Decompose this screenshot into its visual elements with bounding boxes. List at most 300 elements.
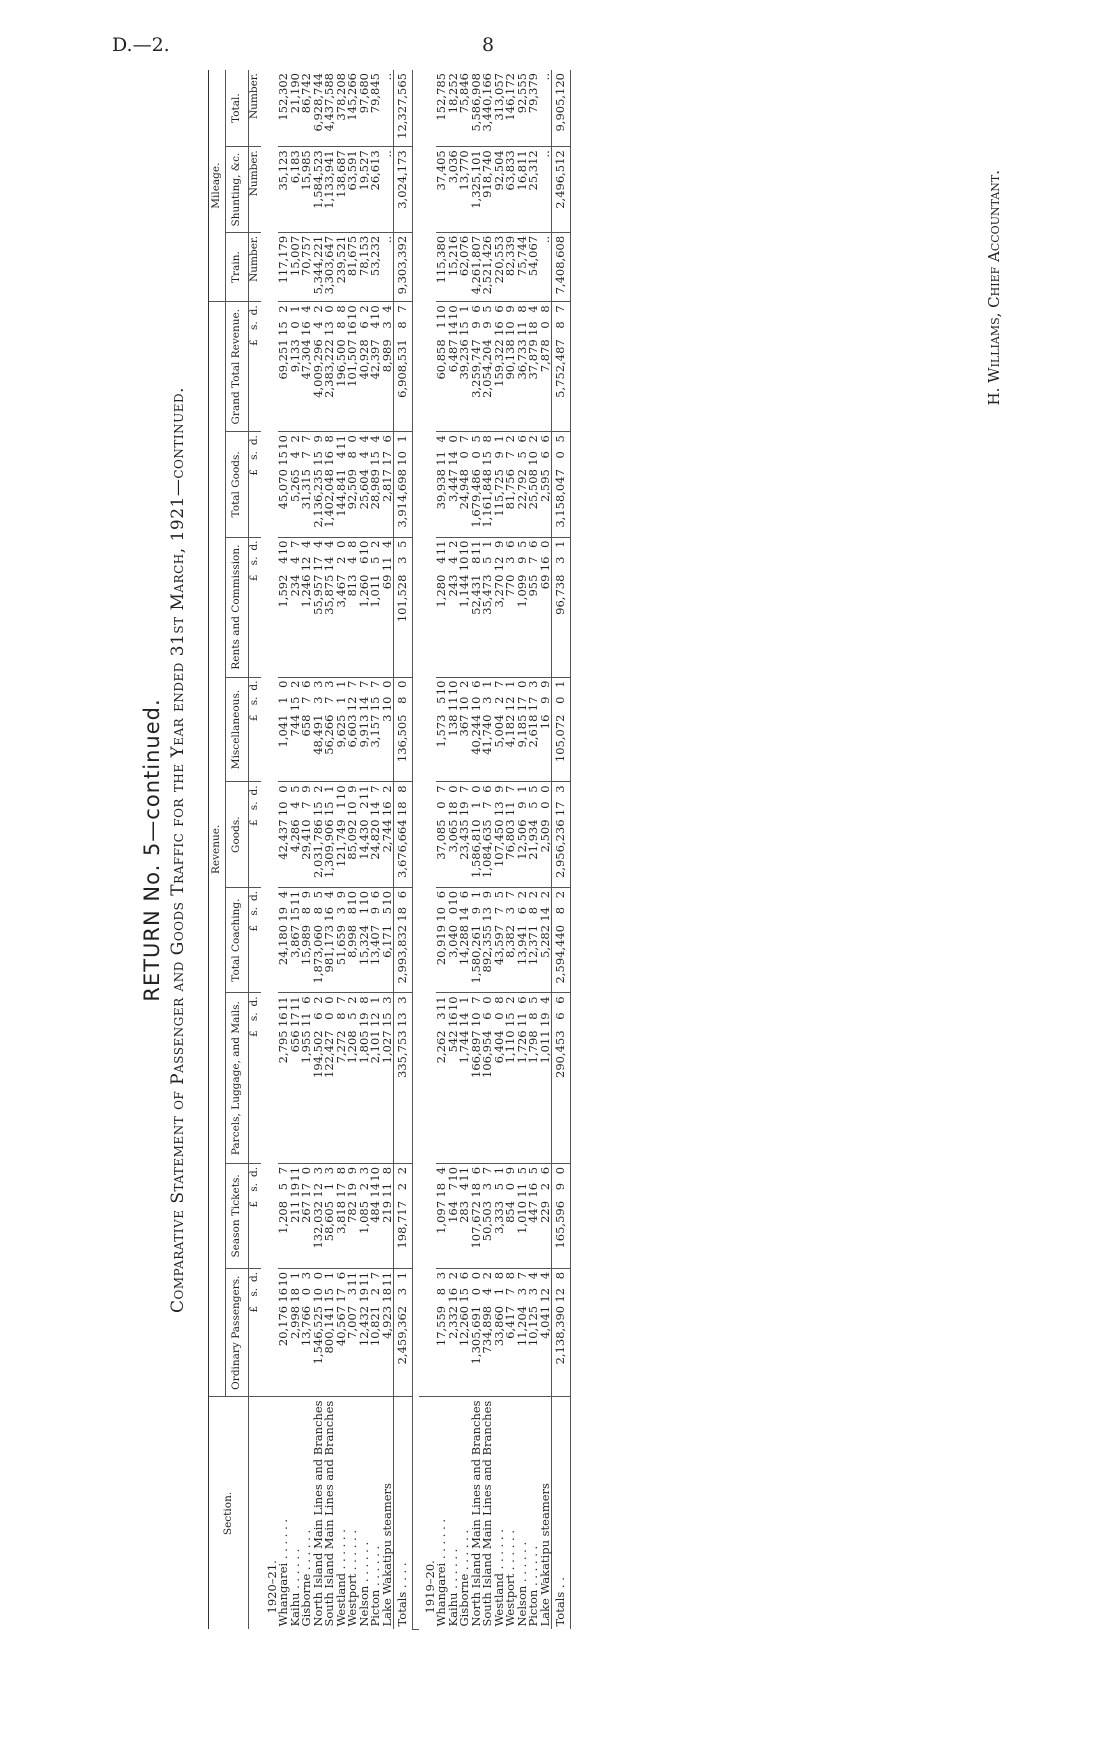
- ord-pence: 6: [457, 1271, 471, 1280]
- return-title: RETURN No. 5—continued.: [140, 698, 164, 1002]
- shunting-value: 2,496,512: [553, 150, 567, 209]
- goods-pounds: 24,820: [368, 819, 382, 860]
- grand-pence: 8: [514, 305, 529, 313]
- parcels-pounds: 6,404: [491, 1030, 506, 1064]
- rents-shillings: 10: [457, 556, 471, 572]
- parcels-shillings: 6: [553, 1012, 567, 1020]
- grand-pounds: 6,487: [445, 339, 460, 373]
- ord-shillings: 8: [434, 1287, 448, 1296]
- grand-shillings: 16: [491, 321, 506, 336]
- goods-pounds: 1,586,810: [468, 819, 483, 878]
- unit-pound: £: [248, 819, 260, 827]
- misc-shillings: 9: [537, 696, 552, 704]
- goods-cell: [394, 782, 413, 887]
- col-parcels: Parcels, Luggage, and Mails.: [226, 993, 249, 1164]
- tgoods-pence: 7: [299, 435, 313, 443]
- ord-pence: 3: [299, 1271, 313, 1280]
- goods-shillings: 18: [395, 801, 409, 817]
- rents-pounds: 96,738: [553, 574, 567, 615]
- rents-pounds: 243: [445, 574, 460, 597]
- goods-pounds: 21,934: [526, 819, 540, 860]
- parcels-pounds: 7,272: [333, 1030, 348, 1064]
- misc-shillings: 10: [379, 696, 394, 712]
- section-label: Whangarei . . . . . .: [276, 1518, 290, 1627]
- total-value: 21,190: [287, 73, 302, 114]
- grand-pounds: 37,879: [526, 339, 540, 380]
- total-cell: [379, 70, 394, 147]
- tgoods-pounds: 2,817: [379, 469, 394, 503]
- goods-pence: 0: [468, 785, 483, 793]
- coaching-pounds: 15,324: [356, 924, 371, 966]
- unit-pound: £: [248, 1305, 260, 1313]
- rents-pounds: 35,875: [322, 574, 336, 615]
- season-pence: 6: [537, 1166, 552, 1175]
- train-value: 81,675: [345, 235, 359, 277]
- grand-pounds: 4,009,296: [310, 339, 325, 398]
- rents-pounds: 1,280: [434, 574, 448, 608]
- ord-pounds: 33,860: [491, 1305, 506, 1347]
- unit-cell: [249, 887, 261, 992]
- coaching-shillings: 9: [468, 906, 483, 915]
- table-row: [394, 70, 413, 1630]
- grand-pence: 4: [379, 305, 394, 313]
- goods-cell: [552, 782, 571, 887]
- misc-pence: 1: [503, 680, 517, 688]
- goods-shillings: 14: [368, 801, 382, 817]
- misc-shillings: 3: [310, 696, 325, 704]
- rents-pence: 5: [514, 540, 529, 548]
- unit-row: [249, 70, 261, 1630]
- coaching-pence: 5: [491, 890, 506, 899]
- coaching-shillings: 8: [526, 906, 540, 915]
- coaching-pence: 2: [514, 890, 529, 899]
- section-label: Kaihu . . . . . .: [445, 1548, 460, 1627]
- season-pounds: 484: [368, 1200, 382, 1223]
- season-shillings: 19: [345, 1182, 359, 1198]
- misc-pounds: 9,625: [333, 714, 348, 748]
- season-pence: 8: [333, 1166, 348, 1175]
- misc-pounds: 1,573: [434, 714, 448, 748]
- ord-shillings: 10: [310, 1287, 325, 1303]
- misc-pence: 1: [333, 680, 348, 688]
- season-shillings: 0: [503, 1182, 517, 1191]
- grand-pounds: 47,304: [299, 339, 313, 380]
- table-row: [552, 70, 571, 1630]
- unit-number: Number.: [248, 73, 260, 120]
- season-pence: 7: [276, 1166, 290, 1175]
- unit-pence: d.: [248, 1271, 260, 1282]
- col-group-revenue: Revenue.: [209, 302, 226, 1397]
- goods-pounds: 2,744: [379, 819, 394, 853]
- coaching-pounds: 1,580,261: [468, 924, 483, 984]
- season-shillings: 17: [299, 1182, 313, 1198]
- tgoods-pounds: 39,938: [434, 469, 448, 510]
- misc-pounds: 658: [299, 714, 313, 737]
- rents-pounds: 1,592: [276, 574, 290, 608]
- coaching-shillings: 8: [553, 906, 567, 915]
- ord-pence: 1: [395, 1271, 409, 1280]
- goods-pounds: 23,435: [457, 819, 471, 860]
- misc-pence: 6: [468, 680, 483, 688]
- grand-shillings: 10: [503, 321, 517, 336]
- rents-pence: 4: [379, 540, 394, 548]
- ord-pence: 10: [276, 1271, 290, 1287]
- total-value: 4,437,588: [322, 73, 336, 132]
- shunting-value: 25,312: [526, 150, 540, 191]
- tgoods-shillings: 4: [333, 451, 348, 459]
- coaching-pence: 2: [526, 890, 540, 899]
- total-value: 97,680: [356, 73, 371, 114]
- train-value: 62,076: [457, 235, 471, 277]
- tgoods-cell: [537, 432, 552, 537]
- parcels-shillings: 13: [395, 1012, 409, 1028]
- rents-shillings: 17: [310, 556, 325, 572]
- coaching-shillings: 14: [537, 906, 552, 922]
- goods-pounds: 85,092: [345, 819, 359, 860]
- grand-pence: 10: [445, 305, 460, 320]
- tgoods-pence: 1: [491, 435, 506, 443]
- ord-shillings: 19: [356, 1287, 371, 1303]
- tgoods-pence: 2: [526, 435, 540, 443]
- parcels-pounds: 656: [287, 1030, 302, 1053]
- coaching-pounds: 981,173: [322, 924, 336, 973]
- misc-cell: [528, 677, 540, 782]
- group-label: 1920–21.: [264, 1560, 279, 1614]
- col-rents: Rents and Commission.: [226, 537, 249, 677]
- season-shillings: 1: [322, 1182, 336, 1191]
- coaching-pence: 10: [356, 890, 371, 906]
- misc-pounds: 56,266: [322, 714, 336, 755]
- coaching-pence: 4: [322, 890, 336, 899]
- section-label: Westland . . . . . .: [491, 1529, 506, 1627]
- parcels-shillings: 6: [480, 1012, 494, 1020]
- rents-shillings: 4: [276, 556, 290, 564]
- season-pence: 11: [457, 1166, 471, 1182]
- coaching-pence: 9: [333, 890, 348, 899]
- season-pence: 0: [299, 1166, 313, 1175]
- section-label: Nelson . . . . . .: [514, 1541, 529, 1627]
- grand-pence: 6: [491, 305, 506, 313]
- grand-pounds: 36,733: [514, 339, 529, 380]
- misc-pounds: 1,041: [276, 714, 290, 748]
- coaching-pounds: 24,180: [276, 924, 290, 966]
- grand-pounds: 90,138: [503, 339, 517, 380]
- misc-shillings: 15: [368, 696, 382, 712]
- total-value: 86,742: [299, 73, 313, 114]
- tgoods-shillings: 0: [553, 451, 567, 459]
- ord-cell: [394, 1268, 413, 1397]
- season-shillings: 11: [379, 1182, 394, 1198]
- goods-pence: 9: [299, 785, 313, 793]
- season-pence: 10: [445, 1166, 460, 1182]
- train-value: 5,344,221: [310, 235, 325, 295]
- ord-shillings: 17: [333, 1287, 348, 1303]
- ord-pounds: 2,998: [287, 1305, 302, 1339]
- grand-shillings: 3: [379, 321, 394, 329]
- tgoods-pence: 1: [395, 435, 409, 443]
- misc-pounds: 105,072: [553, 714, 567, 763]
- goods-shillings: 7: [480, 801, 494, 809]
- shunting-cell: [537, 147, 552, 233]
- tgoods-pence: 9: [310, 435, 325, 443]
- misc-cell: [552, 677, 571, 782]
- rents-cell: [537, 537, 552, 677]
- parcels-pence: 11: [287, 996, 302, 1012]
- rents-shillings: 2: [333, 556, 348, 564]
- unit-pound: £: [248, 574, 260, 582]
- ord-pence: 8: [491, 1271, 506, 1280]
- train-value: ..: [537, 235, 552, 244]
- unit-pound: £: [248, 924, 260, 932]
- tgoods-pence: 2: [503, 435, 517, 443]
- season-cell: [552, 1163, 571, 1268]
- goods-pounds: 2,509: [537, 819, 552, 853]
- ord-pounds: 40,567: [333, 1305, 348, 1347]
- season-cell: [537, 1163, 552, 1268]
- section-label: Picton . . . . . .: [368, 1545, 382, 1627]
- misc-pounds: 744: [287, 714, 302, 737]
- goods-shillings: 10: [345, 801, 359, 817]
- ord-shillings: 0: [299, 1287, 313, 1296]
- misc-pence: 2: [287, 680, 302, 688]
- ord-pence: 11: [345, 1271, 359, 1287]
- goods-pence: 10: [333, 785, 348, 801]
- coaching-pounds: 3,040: [445, 924, 460, 958]
- rents-pounds: 1,246: [299, 574, 313, 608]
- tgoods-pounds: 5,265: [287, 469, 302, 503]
- misc-pence: 3: [310, 680, 325, 688]
- unit-pence: d.: [248, 1166, 260, 1178]
- grand-shillings: 9: [468, 321, 483, 329]
- coaching-pence: 9: [480, 890, 494, 899]
- tgoods-shillings: 6: [537, 451, 552, 459]
- unit-cell: [249, 232, 261, 301]
- section-label: Gisborne . . . . . .: [457, 1529, 471, 1627]
- tgoods-shillings: 11: [434, 451, 448, 466]
- return-subtitle: Comparative Statement of Passenger and Goods Traffic for the Year ended 31st March, 1921—continued.: [168, 387, 188, 1314]
- tgoods-pence: 0: [345, 435, 359, 443]
- ord-pounds: 12,432: [356, 1305, 371, 1347]
- goods-pounds: 1,309,906: [322, 819, 336, 878]
- parcels-shillings: 0: [491, 1012, 506, 1020]
- goods-pounds: 4,286: [287, 819, 302, 853]
- unit-pound: £: [248, 714, 260, 722]
- ord-shillings: 16: [445, 1287, 460, 1303]
- grand-shillings: 15: [457, 321, 471, 336]
- grand-shillings: 0: [537, 321, 552, 329]
- col-grand-total: Grand Total Revenue.: [226, 302, 249, 432]
- parcels-pounds: 1,208: [345, 1030, 359, 1064]
- goods-shillings: 15: [322, 801, 336, 817]
- parcels-pence: 2: [310, 996, 325, 1004]
- season-shillings: 14: [368, 1182, 382, 1198]
- grand-shillings: 8: [333, 321, 348, 329]
- misc-shillings: 1: [333, 696, 348, 704]
- grand-shillings: 14: [445, 321, 460, 336]
- unit-cell: [249, 302, 261, 432]
- shunting-value: 13,770: [457, 150, 471, 191]
- total-value: 9,905,120: [553, 73, 567, 132]
- section-label: Westland . . . . . .: [333, 1529, 348, 1627]
- goods-pence: 1: [322, 785, 336, 793]
- tgoods-pounds: 92,509: [345, 469, 359, 510]
- goods-shillings: 17: [553, 801, 567, 817]
- misc-shillings: 2: [491, 696, 506, 704]
- parcels-pounds: 2,262: [434, 1030, 448, 1064]
- grand-shillings: 1: [434, 321, 448, 329]
- coaching-shillings: 1: [356, 906, 371, 915]
- unit-cell: [249, 782, 261, 887]
- misc-pounds: 9,913: [356, 714, 371, 748]
- misc-pounds: 3: [379, 714, 394, 722]
- shunting-value: ..: [379, 150, 394, 158]
- section-cell: [552, 1397, 571, 1630]
- misc-shillings: 12: [503, 696, 517, 712]
- season-shillings: 18: [434, 1182, 448, 1198]
- grand-pounds: 7,878: [537, 339, 552, 373]
- rents-pounds: 69: [537, 574, 552, 590]
- season-pence: 8: [379, 1166, 394, 1175]
- parcels-pounds: 2,101: [368, 1030, 382, 1064]
- parcels-pence: 8: [491, 996, 506, 1004]
- misc-cell: [394, 677, 413, 782]
- section-label: North Island Main Lines and Branches: [310, 1400, 325, 1627]
- misc-pence: 0: [379, 680, 394, 688]
- rents-shillings: 12: [491, 556, 506, 572]
- goods-pence: 7: [434, 785, 448, 793]
- rents-pounds: 101,528: [395, 574, 409, 623]
- section-label: Lake Wakatipu steamers: [537, 1483, 552, 1627]
- coaching-shillings: 19: [276, 906, 290, 922]
- coaching-shillings: 7: [491, 906, 506, 915]
- goods-shillings: 2: [356, 801, 371, 809]
- season-shillings: 2: [395, 1182, 409, 1191]
- rents-pounds: 3,270: [491, 574, 506, 608]
- parcels-pence: 4: [537, 996, 552, 1004]
- coaching-shillings: 8: [345, 906, 359, 915]
- tgoods-pounds: 25,508: [526, 469, 540, 510]
- goods-pence: 7: [368, 785, 382, 793]
- tgoods-pence: 0: [445, 435, 460, 443]
- grand-shillings: 11: [514, 321, 529, 336]
- grand-shillings: 8: [395, 321, 409, 329]
- ord-cell: [537, 1268, 552, 1397]
- misc-pence: 0: [276, 680, 290, 688]
- ord-pence: 2: [445, 1271, 460, 1280]
- unit-shilling: s.: [248, 696, 260, 706]
- goods-shillings: 13: [491, 801, 506, 817]
- grand-shillings: 13: [322, 321, 336, 336]
- tgoods-pounds: 25,604: [356, 469, 371, 510]
- total-value: 146,172: [503, 73, 517, 121]
- parcels-pounds: 1,798: [526, 1030, 540, 1064]
- tgoods-pounds: 24,948: [457, 469, 471, 510]
- total-value: 5,586,908: [468, 73, 483, 132]
- goods-shillings: 0: [537, 801, 552, 809]
- shunting-value: 15,985: [299, 150, 313, 191]
- parcels-pounds: 2,795: [276, 1030, 290, 1064]
- rents-shillings: 14: [322, 556, 336, 572]
- grand-shillings: 16: [299, 321, 313, 336]
- ord-pounds: 1,546,525: [310, 1305, 325, 1365]
- ord-shillings: 0: [468, 1287, 483, 1296]
- parcels-cell: [379, 993, 394, 1164]
- tgoods-pounds: 2,136,235: [310, 469, 325, 528]
- unit-cell: [249, 1268, 261, 1397]
- tgoods-pence: 2: [287, 435, 302, 443]
- coaching-pounds: 2,594,440: [553, 924, 567, 984]
- coaching-pounds: 43,597: [491, 924, 506, 966]
- shunting-cell: [370, 147, 382, 233]
- ord-pounds: 7,007: [345, 1305, 359, 1339]
- misc-pounds: 48,491: [310, 714, 325, 755]
- rents-pounds: 1,011: [368, 574, 382, 608]
- grand-pounds: 69,251: [276, 339, 290, 380]
- coaching-pence: 11: [287, 890, 302, 906]
- train-value: 115,380: [434, 235, 448, 284]
- goods-shillings: 4: [287, 801, 302, 809]
- ord-pence: 8: [553, 1271, 567, 1280]
- misc-pence: 0: [514, 680, 529, 688]
- misc-pence: 7: [356, 680, 371, 688]
- parcels-shillings: 12: [368, 1012, 382, 1028]
- grand-pounds: 39,236: [457, 339, 471, 380]
- parcels-shillings: 19: [537, 1012, 552, 1028]
- rents-pence: 10: [457, 540, 471, 556]
- misc-cell: [537, 677, 552, 782]
- goods-shillings: 16: [379, 801, 394, 817]
- season-pence: 5: [514, 1166, 529, 1175]
- coaching-pounds: 892,355: [480, 924, 494, 973]
- tgoods-shillings: 15: [480, 451, 494, 466]
- rents-pence: 4: [310, 540, 325, 548]
- parcels-pence: 6: [514, 996, 529, 1004]
- rents-shillings: 4: [445, 556, 460, 564]
- coaching-pence: 7: [503, 890, 517, 899]
- goods-pence: 11: [356, 785, 371, 801]
- misc-shillings: 8: [395, 696, 409, 704]
- coaching-shillings: 10: [434, 906, 448, 922]
- parcels-pounds: 1,805: [356, 1030, 371, 1064]
- section-label: Westport . . . . . .: [345, 1530, 359, 1627]
- section-label: Gisborne . . . . . .: [299, 1529, 313, 1627]
- rents-shillings: 5: [480, 556, 494, 564]
- ord-shillings: 1: [491, 1287, 506, 1296]
- misc-pounds: 4,182: [503, 714, 517, 748]
- misc-pounds: 136,505: [395, 714, 409, 763]
- ord-pence: 0: [468, 1271, 483, 1280]
- goods-pence: 0: [537, 785, 552, 793]
- section-label: Picton . . . . . .: [526, 1545, 540, 1627]
- parcels-pounds: 1,726: [514, 1030, 529, 1064]
- unit-shilling: s.: [248, 1287, 260, 1297]
- unit-shilling: s.: [248, 906, 260, 916]
- table-row: [382, 70, 394, 1630]
- tgoods-shillings: 7: [299, 451, 313, 459]
- unit-number: Number.: [248, 150, 260, 197]
- goods-cell: [379, 782, 394, 887]
- col-goods: Goods.: [226, 782, 249, 887]
- coaching-pounds: 1,873,060: [310, 924, 325, 984]
- train-value: 117,179: [276, 235, 290, 284]
- rents-pence: 5: [395, 540, 409, 548]
- tgoods-shillings: 0: [468, 451, 483, 459]
- train-value: 9,303,392: [395, 235, 409, 295]
- ord-pence: 4: [526, 1271, 540, 1280]
- shunting-value: 918,740: [480, 150, 494, 198]
- train-cell: [379, 232, 394, 301]
- tgoods-shillings: 5: [514, 451, 529, 459]
